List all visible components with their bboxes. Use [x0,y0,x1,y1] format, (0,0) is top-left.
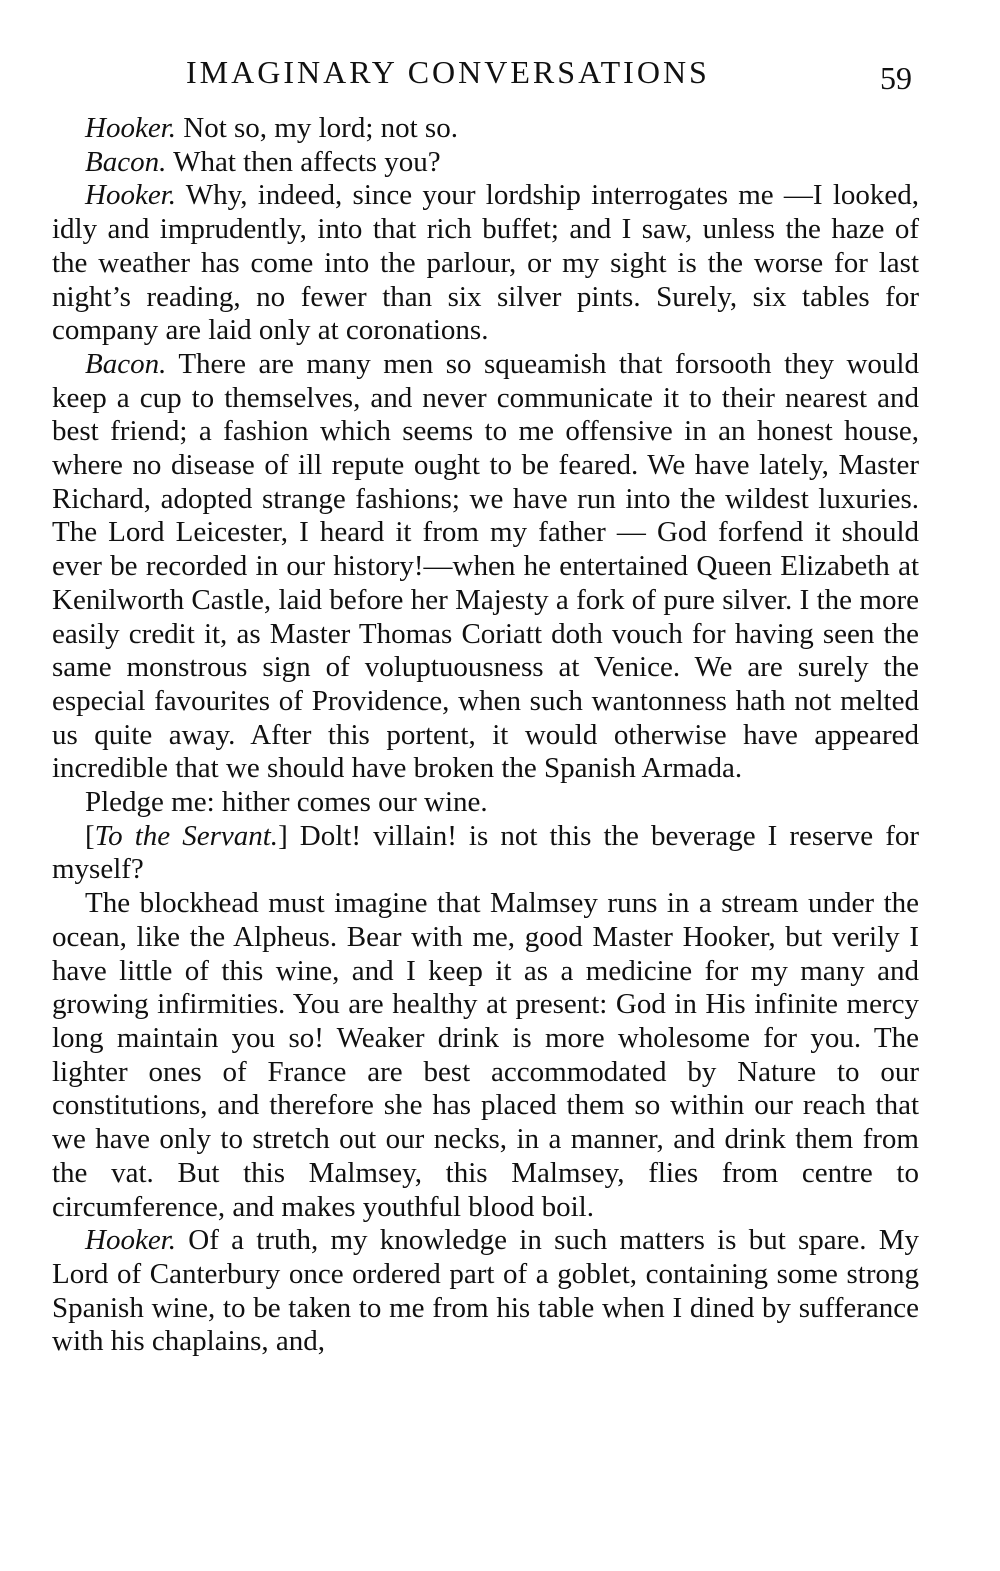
speaker-name: Hooker. [85,112,177,144]
paragraph-text: Of a truth, my knowledge in such matters is but spare. My Lord of Canterbury once ordered part of a goblet, containing some strong Spanish wine, to be taken to me from his table when I dined by sufferance with his chaplains, and, [52,1224,919,1358]
stage-bracket-close: ] [278,819,288,852]
body-text [52,112,919,1359]
paragraph-text: Pledge me: hither comes our wine. [85,786,488,819]
paragraph-text: The blockhead must imagine that Malmsey runs in a stream under the ocean, like the Alpheus. Bear with me, good Master Hooker, but verily I have little of this wine, and I keep it as a medicine for my many and growing infirmities. You are healthy at present: God in His infinite mercy long maintain you so! Weaker drink is more wholesome for you. The lighter ones of France are best accommodated by Nature to our constitutions, and therefore she has placed them so within our reach that we have only to stretch out our necks, in a manner, and drink them from the vat. But this Malmsey, this Malmsey, flies from centre to circumference, and makes youthful blood boil. [52,887,919,1223]
paragraph-hooker-1 [52,112,919,146]
paragraph-bacon-1 [52,146,919,180]
paragraph-text: Dolt! villain! is not this the beverage I reserve for myself? [52,819,920,886]
stage-direction: To the Servant. [94,819,279,852]
page-header [0,52,1000,96]
paragraph-stage-direction [52,820,919,887]
paragraph-hooker-3 [52,1224,919,1359]
speaker-name: Bacon. [85,347,167,380]
speaker-name: Hooker. [85,179,177,212]
speaker-name: Bacon. [85,145,167,178]
paragraph-malmsey [52,887,919,1224]
paragraph-text: Why, indeed, since your lordship interrogates me —I looked, idly and imprudently, into that rich buffet; and I saw, unless the haze of the weather has come into the parlour, or my sight is the worse for last night’s reading, no fewer than six silver pints. Surely, six tables for company are laid only at coronations. [52,179,919,347]
paragraph-bacon-2 [52,348,919,786]
page-number: 59 [880,60,912,96]
stage-bracket-open: [ [85,819,95,852]
paragraph-text: Not so, my lord; not so. [176,112,458,144]
paragraph-hooker-2 [52,179,919,348]
paragraph-text: What then affects you? [166,145,441,178]
paragraph-pledge [52,786,919,820]
running-title: IMAGINARY CONVERSATIONS [186,54,710,90]
speaker-name: Hooker. [85,1224,177,1257]
paragraph-text: There are many men so squeamish that forsooth they would keep a cup to themselves, and never communicate it to their nearest and best friend; a fashion which seems to me offensive in an honest house, where no disease of ill repute ought to be feared. We have lately, Master Richard, adopted strange fashions; we have run into the wildest luxuries. The Lord Leicester, I heard it from my father — God forfend it should ever be recorded in our history!—when he entertained Queen Elizabeth at Kenilworth Castle, laid before her Majesty a fork of pure silver. I the more easily credit it, as Master Thomas Coriatt doth vouch for having seen the same monstrous sign of voluptuousness at Venice. We are surely the especial favourites of Providence, when such wantonness hath not melted us quite away. After this portent, it would otherwise have appeared incredible that we should have broken the Spanish Armada. [52,347,919,785]
